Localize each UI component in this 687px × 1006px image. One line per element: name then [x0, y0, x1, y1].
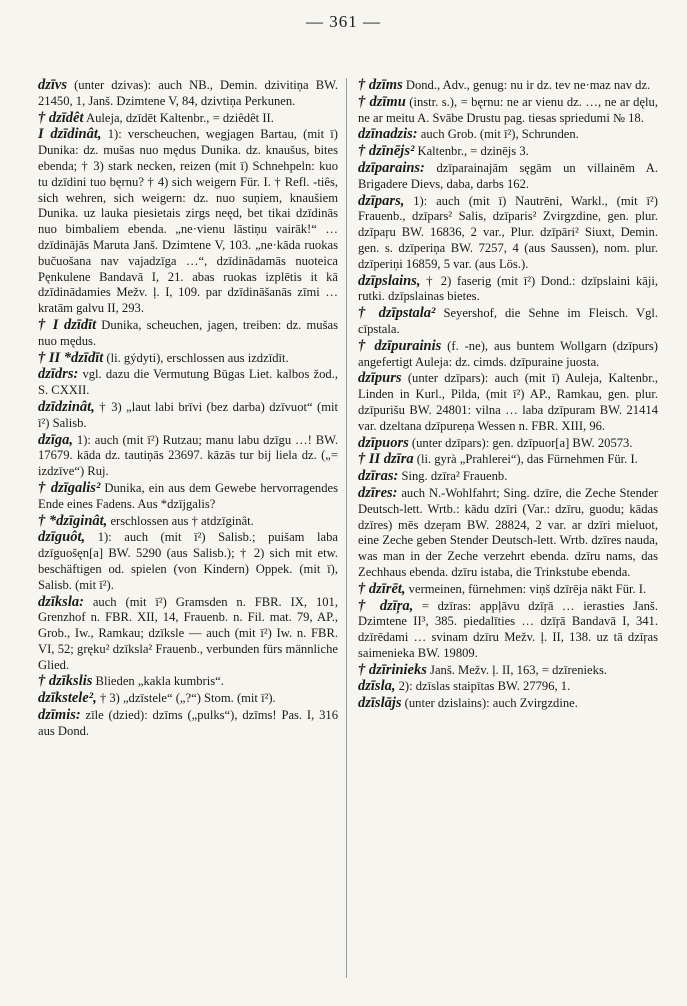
dictionary-entry	[358, 144, 658, 160]
dictionary-entry	[38, 400, 338, 432]
entry-headword: † dzīmu	[358, 93, 406, 110]
entry-headword: † I dzīdīt	[38, 316, 97, 333]
entry-headword: † II dzīra	[358, 451, 414, 468]
entry-definition: † 3) „dzīstele“ („?“) Stom. (mit ī²).	[96, 691, 276, 706]
dictionary-entry	[38, 111, 338, 127]
entry-headword: † II *dzīdīt	[38, 349, 104, 366]
entry-headword: dzīslājs	[358, 695, 402, 712]
entry-definition: vermeinen, fürnehmen: viņš dzīrēja nākt Für. I.	[405, 581, 647, 596]
dictionary-entry	[358, 339, 658, 371]
entry-definition: (unter dzislains): auch Zvirgzdine.	[401, 696, 578, 711]
dictionary-entry	[358, 679, 658, 695]
dictionary-entry	[38, 674, 338, 690]
entry-definition: 1): auch (mit ī²) Salisb.; puišam laba dzīguošęn[a] BW. 5290 (aus Salisb.); † 2) sich mit etw. beschäftigen od. spielen (von Kindern) Oppek. (mit ī), Salisb. (mit ī²).	[38, 530, 338, 592]
entry-definition: auch (mit ī²) Gramsden n. FBR. IX, 101, Grenzhof n. FBR. XII, 14, Frauenb. n. Fil. mat. 79, AP., Grob., Iw., Ramkau; dzīksle — auch (mit ī²) Iw. n. FBR. VI, 52; gręku² dzīksla² Frauenb., verbunden fürs männliche Glied.	[38, 594, 338, 672]
entry-headword: † dzīnējs²	[358, 143, 415, 160]
dictionary-entry	[358, 663, 658, 679]
dictionary-entry	[358, 194, 658, 273]
entry-definition: auch Grob. (mit ī²), Schrunden.	[417, 127, 579, 142]
dictionary-entry	[38, 595, 338, 674]
entry-definition: (li. gyrà „Prahlerei“), das Fürnehmen Für. I.	[413, 452, 638, 467]
entry-headword: dzīnadzis:	[358, 126, 418, 143]
entry-headword: dzīguôt,	[38, 529, 86, 546]
dictionary-entry	[358, 306, 658, 338]
entry-definition: auch N.-Wohlfahrt; Sing. dzīre, die Zeche Stender Deutsch-lett. Wrtb.: kādu dzīri (Var.: dzīru, guodu; kādas dzīres) mēs dzeŗam BW. 28824, 2 var. ar dzīri mieluot, eine Zeche geben Stender Deutsch-lett. Wrtb. dzīres nauda, was man in der Zeche verzehrt ebenda. dzīru nams, das Zechhaus ebenda. dzīru istaba, die Trinkstube ebenda.	[358, 485, 658, 579]
entry-definition: Kaltenbr., = dzinējs 3.	[414, 144, 529, 159]
column-divider	[346, 78, 347, 978]
dictionary-entry	[358, 161, 658, 193]
entry-definition: 1): auch (mit ī²) Rutzau; manu labu dzīgu …! BW. 17679. kāda dz. tautiņās 23697. kāzās tur bij liela dz. („= izdzīve“) Ruj.	[38, 432, 338, 479]
entry-definition: † 3) „laut labi brīvi (bez darba) dzīvuot“ (mit ī²) Salisb.	[38, 399, 338, 430]
entry-headword: † dzīŗa,	[358, 597, 414, 614]
dictionary-entry	[38, 691, 338, 707]
dictionary-entry	[38, 351, 338, 367]
entry-definition: dzīparainajām sęgām un villainēm A. Brigadere Dievs, daba, darbs 162.	[358, 160, 658, 191]
entry-headword: † dzīrēt,	[358, 580, 406, 597]
dictionary-entry	[358, 469, 658, 485]
entry-definition: Auleja, dzīdēt Kaltenbr., = dziêdêt II.	[83, 110, 274, 125]
entry-definition: Dond., Adv., genug: nu ir dz. tev ne·maz nav dz.	[402, 78, 651, 92]
entry-definition: Dunika, scheuchen, jagen, treiben: dz. mušas nuo mędus.	[38, 317, 338, 348]
dictionary-entry	[358, 274, 658, 306]
entry-headword: † dzīdêt	[38, 109, 84, 126]
dictionary-entry	[358, 582, 658, 598]
page-number: — 361 —	[306, 12, 381, 31]
entry-headword: dzīga,	[38, 431, 74, 448]
entry-definition: (unter dzīpars): auch (mit ī) Auleja, Kaltenbr., Linden in Kurl., Pilda, (mit ī²) AP., Ramkau, gen. plur. dzīpurišu BW. 24801: vilna … laba dzīpuram BW. 21414 var. dzeltana dzīpureņa Wessen n. FBR. XIII, 96.	[358, 371, 658, 433]
entry-headword: † dzīgalis²	[38, 479, 101, 496]
entry-definition: = dzīras: appļāvu dzīŗā … ierasties Janš. Dzimtene II³, 385. piedalīties … dzīŗā Bandavā I, 341. dzīrēdami … svinam dzīru Mežv. ļ. II, 138. uz tā dzīŗas saimenieka BW. 19809.	[358, 598, 658, 660]
dictionary-entry	[38, 78, 338, 110]
entry-headword: dzīdzinât,	[38, 398, 95, 415]
dictionary-entry	[358, 371, 658, 434]
dictionary-entry	[38, 127, 338, 317]
entry-headword: dzīpuors	[358, 434, 409, 451]
entry-headword: dzīsla,	[358, 678, 396, 695]
entry-headword: † dzīms	[358, 77, 403, 93]
entry-definition: 1): auch (mit ī) Nautrēni, Warkl., (mit ī²) Frauenb., dzīpars² Salis, dzīparis² Zvirgzdine, gen. plur. dzīpaŗu BW. 16836, 2 var., Plur. dzīpāri² Siuxt, Demin. gen. s. dzīperiņa BW. 7257, 4 (aus Saussen), nom. plur. dzīperiņi 16859, 5 var. (aus Lös.).	[358, 193, 658, 271]
dictionary-entry	[38, 318, 338, 350]
entry-headword: dzīres:	[358, 484, 398, 501]
dictionary-entry	[358, 78, 658, 94]
dictionary-entry	[358, 696, 658, 712]
entry-definition: (li. gýdyti), erschlossen aus izdzīdīt.	[103, 350, 289, 365]
entry-definition: Janš. Mežv. ļ. II, 163, = dzīrenieks.	[426, 662, 607, 677]
dictionary-entry	[38, 433, 338, 480]
entry-definition: zīle (dzied): dzīms („pulks“), dzīms! Pas. I, 316 aus Dond.	[38, 708, 338, 738]
entry-definition: (f. -ne), aus buntem Wollgarn (dzīpurs) angefertigt Auleja: dz. cimds. dzīpuraine juosta.	[358, 338, 658, 369]
entry-definition: (unter dzīpars): gen. dzīpuor[a] BW. 20573.	[408, 435, 633, 450]
entry-definition: Sing. dzīra² Frauenb.	[398, 469, 508, 484]
dictionary-entry	[38, 367, 338, 399]
entry-definition: erschlossen aus † atdzīginât.	[107, 513, 254, 528]
entry-headword: † dzīpurainis	[358, 337, 442, 354]
dictionary-entry	[358, 436, 658, 452]
entry-headword: † dzīpstala²	[358, 305, 436, 322]
entry-headword: dzīdrs:	[38, 366, 79, 383]
entry-definition: (instr. s.), = bęrnu: ne ar vienu dz. …, ne ar dęlu, ne ar meitu A. Svābe Drustu pag. tiesas spriedumi № 18.	[358, 94, 658, 125]
entry-headword: dzīpars,	[358, 192, 405, 209]
entry-definition: vgl. dazu die Vermutung Būgas Liet. kalbos žod., S. CXXII.	[38, 367, 338, 398]
dictionary-entry	[358, 127, 658, 143]
dictionary-entry	[358, 486, 658, 581]
dictionary-entry	[358, 95, 658, 127]
dictionary-entry	[38, 481, 338, 513]
dictionary-entry	[358, 452, 658, 468]
entry-headword: I dzīdinât,	[38, 126, 102, 143]
left-column	[38, 78, 338, 741]
entry-headword: † *dzīginât,	[38, 512, 108, 529]
entry-definition: 2): dzīslas staipītas BW. 27796, 1.	[395, 679, 571, 694]
entry-headword: dzīparains:	[358, 159, 425, 176]
dictionary-entry	[38, 514, 338, 530]
right-column	[358, 78, 658, 713]
entry-headword: † dzīrinieks	[358, 661, 427, 678]
entry-definition: 1): verscheuchen, wegjagen Bartau, (mit ī) Dunika: dz. mušas nuo mędus Dunika. dz. knaušus, bites ebenda; † 3) stark necken, reizen (mit ī) Schnehpeln: kuo tu dzīdini tuo bęrnu? † 4) sich weigern Für. I. † Refl. -tiês, sich wehren, sich weigern: dz. nuo suņiem, knaušiem Dunika. uz lauka piesietais zirgs neęd, bet tikai dzīdinās nuo bimbaliem ebenda. „ne·vienu lāstiņu vairāk!“ … dzīdinājās Maruta Janš. Dzimtene V, 103. „ne·kāda ruokas bučuošana nav vajadzīga …“, dzīdinādamās nuoteica Pęnkulene Bandavā I, 21. abas ruokas izplētis it kā dzīdinādamies Mežv. ļ. I, 109. par dzīdināšanās zīmi … kratām galvu II, 293.	[38, 127, 339, 316]
dictionary-entry	[358, 599, 658, 662]
entry-definition: Dunika, ein aus dem Gewebe hervorragendes Ende eines Fadens. Aus *dzījgalis?	[38, 480, 338, 511]
entry-definition: (unter dzivas): auch NB., Demin. dzivitiņa BW. 21450, 1, Janš. Dzimtene V, 84, dzivtiņa Perkunen.	[38, 78, 338, 108]
entry-headword: dzīksla:	[38, 593, 84, 610]
entry-headword: dzīpslains,	[358, 272, 421, 289]
entry-definition: Seyershof, die Sehne im Fleisch. Vgl. cīpstala.	[358, 306, 659, 336]
entry-definition: Blieden „kakla kumbris“.	[92, 674, 224, 689]
dictionary-entry	[38, 530, 338, 593]
entry-definition: † 2) faserig (mit ī²) Dond.: dzīpslaini kāji, rutki. dzīpslainas bietes.	[358, 273, 658, 304]
entry-headword: dzīvs	[38, 77, 67, 93]
entry-headword: † dzīkslis	[38, 673, 93, 690]
entry-headword: dzīkstele²,	[38, 690, 97, 707]
entry-headword: dzīras:	[358, 468, 399, 485]
entry-headword: dzīpurs	[358, 370, 402, 387]
entry-headword: dzīmis:	[38, 707, 81, 724]
dictionary-entry	[38, 708, 338, 740]
